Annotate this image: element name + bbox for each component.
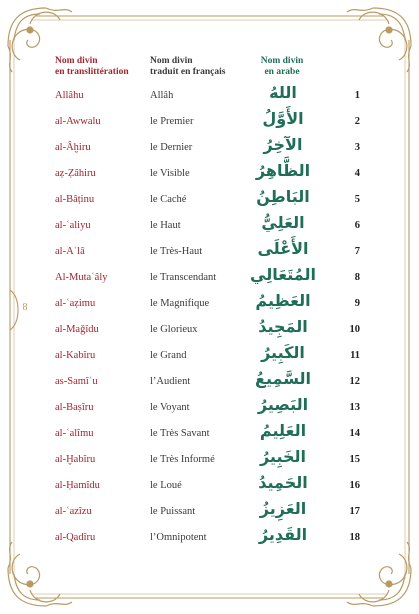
table-row: [0, 525, 419, 557]
french-cell: le Grand: [150, 350, 187, 361]
arabic-cell: الآخِرُ: [263, 135, 303, 154]
arabic-cell: اللهُ: [269, 83, 297, 102]
header-french: [150, 56, 225, 78]
arabic-cell: المَجِيدُ: [258, 317, 308, 336]
number-cell: 16: [349, 480, 360, 491]
table-row: [0, 187, 419, 219]
french-cell: le Très-Haut: [150, 246, 203, 257]
transliteration-cell: aẓ-Ẓâhiru: [55, 168, 96, 179]
arabic-cell: السَّمِيعُ: [255, 369, 311, 388]
number-cell: 15: [349, 454, 360, 465]
transliteration-cell: Al-Mutaʿâly: [55, 272, 108, 283]
number-cell: 5: [354, 194, 360, 205]
transliteration-cell: al-ʿaẓimu: [55, 298, 96, 309]
transliteration-cell: as-Samîʿu: [55, 376, 98, 387]
french-cell: le Puissant: [150, 506, 196, 517]
arabic-cell: العَظِيمُ: [255, 291, 311, 310]
number-cell: 18: [349, 532, 360, 543]
arabic-cell: العَلِيمُ: [259, 421, 307, 440]
table-row: [0, 135, 419, 167]
french-cell: le Visible: [150, 168, 190, 179]
french-cell: le Dernier: [150, 142, 193, 153]
number-cell: 3: [354, 142, 360, 153]
table-row: [0, 83, 419, 115]
number-cell: 6: [354, 220, 360, 231]
table-row: [0, 473, 419, 505]
number-cell: 9: [354, 298, 360, 309]
page-number: 8: [22, 302, 28, 313]
french-cell: le Magnifique: [150, 298, 210, 309]
arabic-cell: البَصِيرُ: [257, 395, 309, 414]
arabic-cell: الأَوَّلُ: [262, 109, 304, 128]
transliteration-cell: al-Ḫabîru: [55, 454, 96, 465]
transliteration-cell: al-Ḥamîdu: [55, 480, 100, 491]
table-row: [0, 213, 419, 245]
transliteration-cell: al-Bâṭinu: [55, 194, 95, 205]
number-cell: 14: [349, 428, 360, 439]
arabic-cell: العَلِيُّ: [261, 213, 305, 232]
french-cell: le Glorieux: [150, 324, 198, 335]
table-row: [0, 447, 419, 479]
transliteration-cell: al-ʿazîzu: [55, 506, 92, 517]
table-row: [0, 395, 419, 427]
number-cell: 2: [354, 116, 360, 127]
number-cell: 7: [354, 246, 360, 257]
transliteration-cell: al-ʿaliyu: [55, 220, 91, 231]
number-cell: 12: [349, 376, 360, 387]
header-arabic: [252, 56, 312, 78]
transliteration-cell: al-Kabîru: [55, 350, 96, 361]
french-cell: le Transcendant: [150, 272, 217, 283]
table-row: [0, 369, 419, 401]
table-row: [0, 109, 419, 141]
transliteration-cell: al-Awwalu: [55, 116, 101, 127]
transliteration-cell: Allâhu: [55, 90, 84, 101]
number-cell: 1: [354, 90, 360, 101]
transliteration-cell: al-Qadîru: [55, 532, 96, 543]
table-row: [0, 291, 419, 323]
transliteration-cell: al-Maǧîdu: [55, 324, 99, 335]
french-cell: le Premier: [150, 116, 194, 127]
transliteration-cell: al-Aʿlâ: [55, 246, 85, 257]
arabic-cell: الخَبِيرُ: [259, 447, 307, 466]
number-cell: 4: [354, 168, 360, 179]
header-french-line1: Nom divin: [150, 56, 193, 66]
arabic-cell: الحَمِيدُ: [258, 473, 308, 492]
header-arabic-line2: en arabe: [264, 67, 300, 77]
arabic-cell: الظَّاهِرُ: [255, 161, 311, 180]
header-transliteration: [55, 56, 129, 78]
header-transliteration-line1: Nom divin: [55, 56, 98, 66]
arabic-cell: العَزِيزُ: [259, 499, 307, 518]
number-cell: 17: [349, 506, 360, 517]
french-cell: le Très Informé: [150, 454, 215, 465]
transliteration-cell: al-Baṣîru: [55, 402, 94, 413]
arabic-cell: الكَبِيرُ: [261, 343, 305, 362]
table-row: [0, 161, 419, 193]
header-french-line2: traduit en français: [150, 67, 226, 77]
french-cell: l’Audient: [150, 376, 191, 387]
transliteration-cell: al-Âḫiru: [55, 142, 91, 153]
table-row: [0, 499, 419, 531]
french-cell: le Caché: [150, 194, 187, 205]
table-row: [0, 317, 419, 349]
header-transliteration-line2: en translittération: [55, 67, 129, 77]
number-cell: 10: [349, 324, 360, 335]
table-row: [0, 239, 419, 271]
arabic-cell: الأَعْلَى: [257, 239, 309, 258]
french-cell: le Très Savant: [150, 428, 210, 439]
arabic-cell: البَاطِنُ: [256, 187, 310, 206]
number-cell: 13: [349, 402, 360, 413]
french-cell: le Haut: [150, 220, 181, 231]
transliteration-cell: al-ʿalîmu: [55, 428, 94, 439]
number-cell: 11: [350, 350, 360, 361]
arabic-cell: القَدِيرُ: [258, 525, 308, 544]
french-cell: le Voyant: [150, 402, 190, 413]
table-row: [0, 421, 419, 453]
table-row: [0, 343, 419, 375]
french-cell: Allâh: [150, 90, 174, 101]
arabic-cell: المُتَعَالِي: [250, 265, 316, 284]
table-row: [0, 265, 419, 297]
header-arabic-line1: Nom divin: [260, 56, 304, 66]
french-cell: l’Omnipotent: [150, 532, 207, 543]
number-cell: 8: [354, 272, 360, 283]
french-cell: le Loué: [150, 480, 182, 491]
